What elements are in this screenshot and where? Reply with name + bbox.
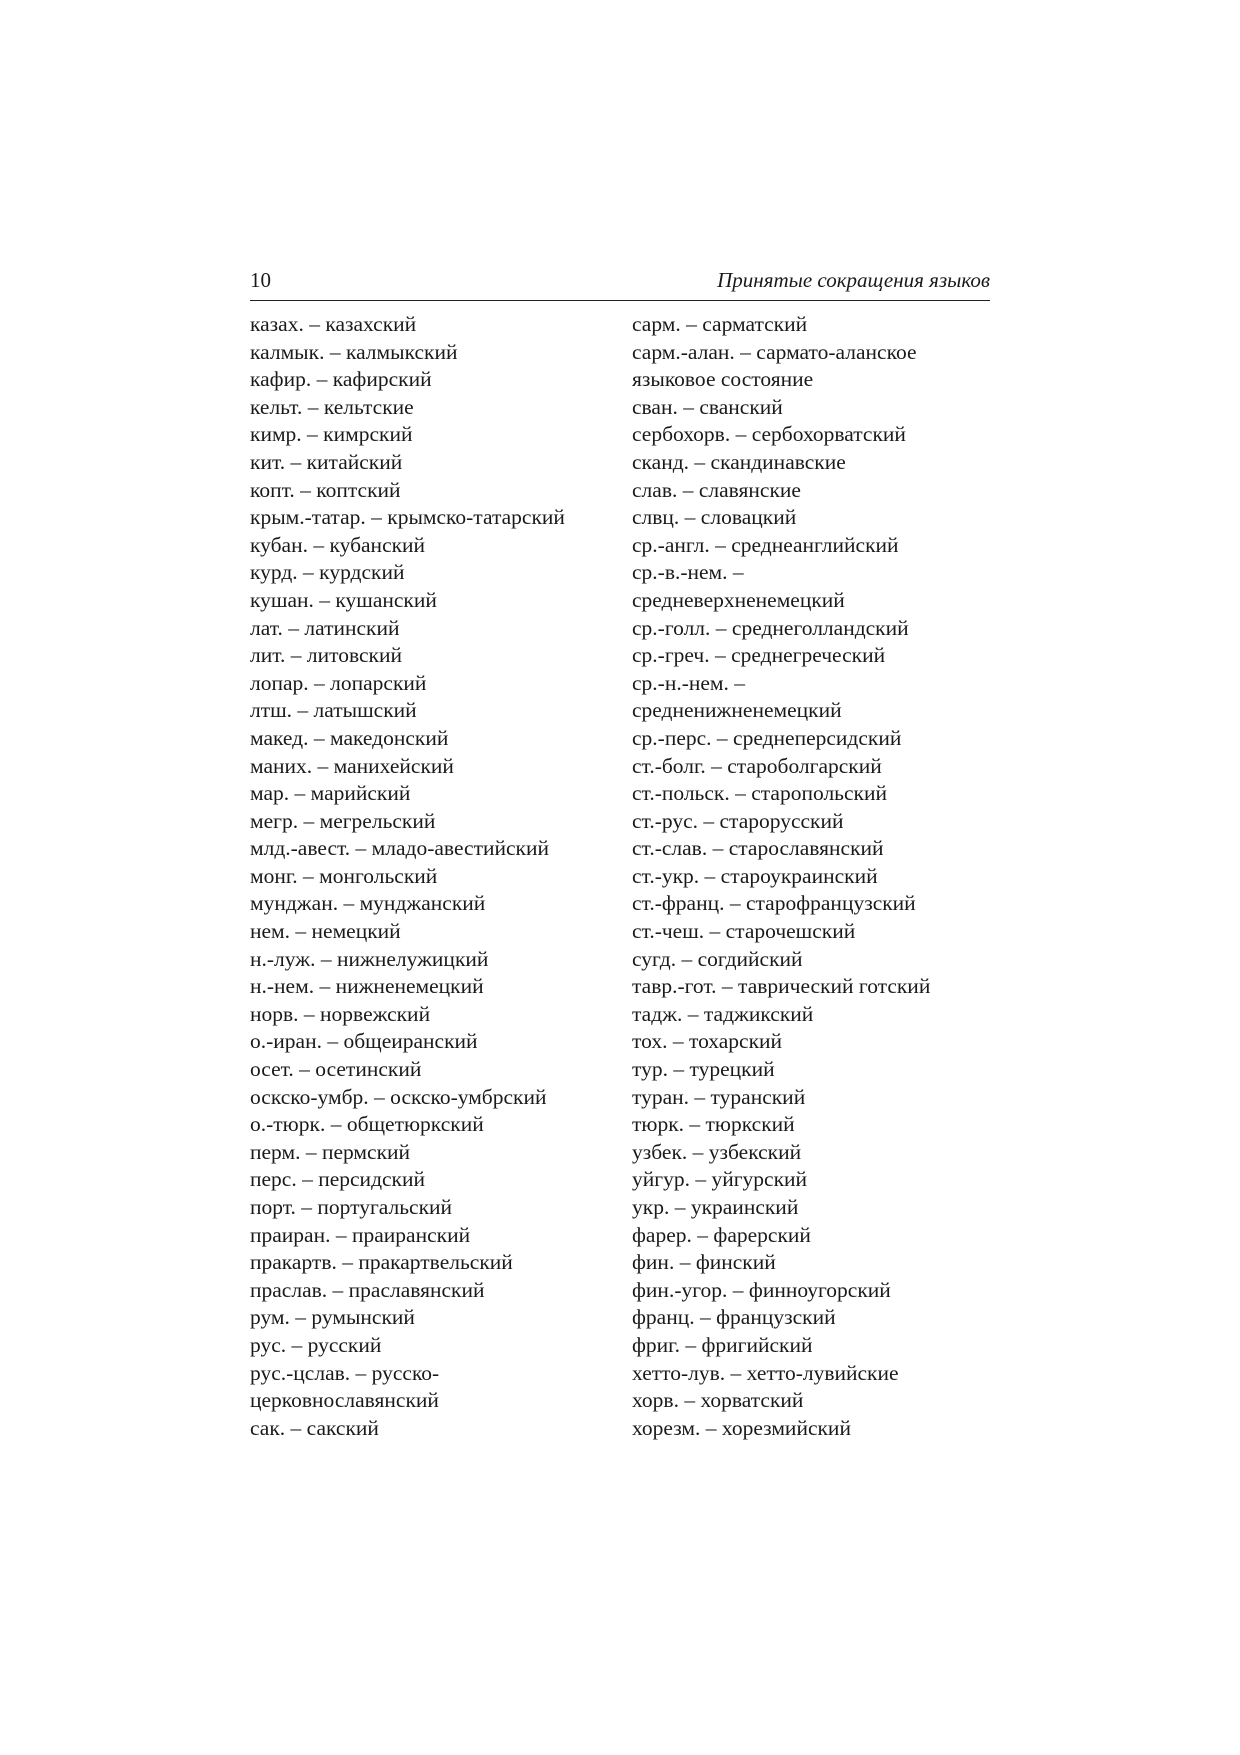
abbreviation-entry: ст.-польск. – старопольский	[632, 781, 887, 806]
abbreviation-entry: сарм. – сарматский	[632, 312, 808, 336]
abbreviation-entry: перм. – пермский	[250, 1139, 411, 1164]
right-column	[632, 311, 1002, 1442]
abbreviation-entry: ст.-укр. – староукраинский	[632, 863, 878, 888]
abbreviation-entry: тадж. – таджикский	[632, 1001, 814, 1026]
abbreviation-entry: кубан. – кубанский	[250, 532, 426, 557]
page-header	[250, 266, 990, 301]
abbreviation-entry: млд.-авест. – младо-авестийский	[250, 836, 549, 861]
abbreviation-entry: праиран. – праиранский	[250, 1222, 471, 1247]
abbreviation-entry: укр. – украинский	[632, 1195, 799, 1219]
abbreviation-entry: лит. – литовский	[250, 643, 403, 668]
abbreviation-entry: сарм.-алан. – сармато-аланское	[632, 339, 917, 364]
abbreviation-entry: ср.-перс. – среднеперсидский	[632, 725, 902, 750]
abbreviation-entry: ср.-греч. – среднегреческий	[632, 643, 886, 668]
abbreviation-entry: церковнославянский	[250, 1388, 439, 1413]
abbreviation-entry: монг. – монгольский	[250, 863, 438, 888]
abbreviation-entry: слвц. – словацкий	[632, 505, 797, 530]
abbreviation-entry: языковое состояние	[632, 367, 814, 392]
abbreviation-entry: сугд. – согдийский	[632, 946, 803, 971]
abbreviation-entry: фин.-угор. – финноугорский	[632, 1277, 891, 1302]
abbreviation-entry: копт. – коптский	[250, 477, 401, 502]
abbreviation-entry: лопар. – лопарский	[250, 670, 427, 695]
abbreviation-entry: узбек. – узбекский	[632, 1139, 802, 1164]
abbreviation-entry: кушан. – кушанский	[250, 587, 437, 612]
abbreviation-entry: ср.-англ. – среднеанглийский	[632, 532, 899, 557]
abbreviation-entry: мегр. – мегрельский	[250, 808, 436, 833]
abbreviation-entry: сканд. – скандинавские	[632, 449, 846, 474]
abbreviation-entry: лат. – латинский	[250, 615, 400, 640]
abbreviation-entry: фриг. – фригийский	[632, 1332, 813, 1357]
abbreviation-entry: перс. – персидский	[250, 1167, 426, 1192]
abbreviation-entry: пракартв. – пракартвельский	[250, 1250, 513, 1275]
abbreviation-entry: порт. – португальский	[250, 1195, 453, 1219]
abbreviation-entry: казах. – казахский	[250, 312, 417, 336]
abbreviation-entry: средневерхненемецкий	[632, 587, 845, 612]
abbreviation-entry: ст.-слав. – старославянский	[632, 836, 884, 861]
abbreviation-entry: ср.-голл. – среднеголландский	[632, 615, 909, 640]
abbreviation-entry: ст.-чеш. – старочешский	[632, 919, 856, 944]
abbreviation-entry: ср.-в.-нем. –	[632, 560, 744, 585]
abbreviation-entry: кафир. – кафирский	[250, 367, 432, 392]
abbreviation-entry: фин. – финский	[632, 1250, 776, 1275]
abbreviation-entry: слав. – славянские	[632, 477, 801, 502]
abbreviation-entry: тур. – турецкий	[632, 1057, 775, 1082]
abbreviation-entry: о.-иран. – общеиранский	[250, 1029, 478, 1054]
abbreviation-entry: хетто-лув. – хетто-лувийские	[632, 1360, 899, 1385]
abbreviation-entry: кимр. – кимрский	[250, 422, 413, 447]
abbreviation-entry: мунджан. – мунджанский	[250, 891, 486, 916]
abbreviation-entry: рус. – русский	[250, 1332, 382, 1357]
abbreviation-entry: средненижненемецкий	[632, 698, 842, 723]
abbreviation-entry: сербохорв. – сербохорватский	[632, 422, 906, 447]
abbreviation-entry: макед. – македонский	[250, 725, 449, 750]
abbreviation-entry: мар. – марийский	[250, 781, 411, 806]
abbreviation-entry: франц. – французский	[632, 1305, 836, 1330]
abbreviation-entry: сак. – сакский	[250, 1415, 379, 1440]
abbreviation-entry: кельт. – кельтские	[250, 394, 414, 419]
abbreviation-entry: хорв. – хорватский	[632, 1388, 804, 1413]
abbreviation-entry: калмык. – калмыкский	[250, 339, 458, 364]
abbreviation-entry: праслав. – праславянский	[250, 1277, 485, 1302]
abbreviation-entry: курд. – курдский	[250, 560, 405, 585]
page-number: 10	[250, 268, 271, 292]
abbreviation-entry: хорезм. – хорезмийский	[632, 1415, 851, 1440]
abbreviation-entry: сван. – сванский	[632, 394, 783, 419]
abbreviation-entry: нем. – немецкий	[250, 919, 401, 944]
abbreviation-entry: уйгур. – уйгурский	[632, 1167, 808, 1192]
abbreviation-entry: ст.-болг. – староболгарский	[632, 753, 882, 778]
abbreviation-entry: ср.-н.-нем. –	[632, 670, 746, 695]
abbreviation-entry: рум. – румынский	[250, 1305, 415, 1330]
abbreviation-entry: н.-луж. – нижнелужицкий	[250, 946, 489, 971]
abbreviation-entry: норв. – норвежский	[250, 1001, 431, 1026]
abbreviation-entry: кит. – китайский	[250, 449, 403, 474]
abbreviation-entry: тавр.-гот. – таврический готский	[632, 974, 931, 999]
running-title: Принятые сокращения языков	[717, 268, 990, 292]
abbreviation-entry: тох. – тохарский	[632, 1029, 783, 1054]
abbreviation-entry: ст.-франц. – старофранцузский	[632, 891, 916, 916]
abbreviation-entry: ст.-рус. – старорусский	[632, 808, 844, 833]
abbreviation-entry: осет. – осетинский	[250, 1057, 422, 1082]
abbreviation-entry: лтш. – латышский	[250, 698, 417, 723]
abbreviation-entry: рус.-цслав. – русско-	[250, 1360, 440, 1385]
abbreviation-entry: о.-тюрк. – общетюркский	[250, 1112, 484, 1137]
abbreviation-entry: маних. – манихейский	[250, 753, 454, 778]
abbreviation-entry: фарер. – фарерский	[632, 1222, 811, 1247]
left-column	[250, 311, 625, 1442]
abbreviation-entry: н.-нем. – нижненемецкий	[250, 974, 484, 999]
abbreviation-entry: тюрк. – тюркский	[632, 1112, 795, 1137]
abbreviation-entry: туран. – туранский	[632, 1084, 806, 1109]
abbreviation-entry: крым.-татар. – крымско-татарский	[250, 505, 565, 530]
abbreviation-entry: оскско-умбр. – оскско-умбрский	[250, 1084, 547, 1109]
